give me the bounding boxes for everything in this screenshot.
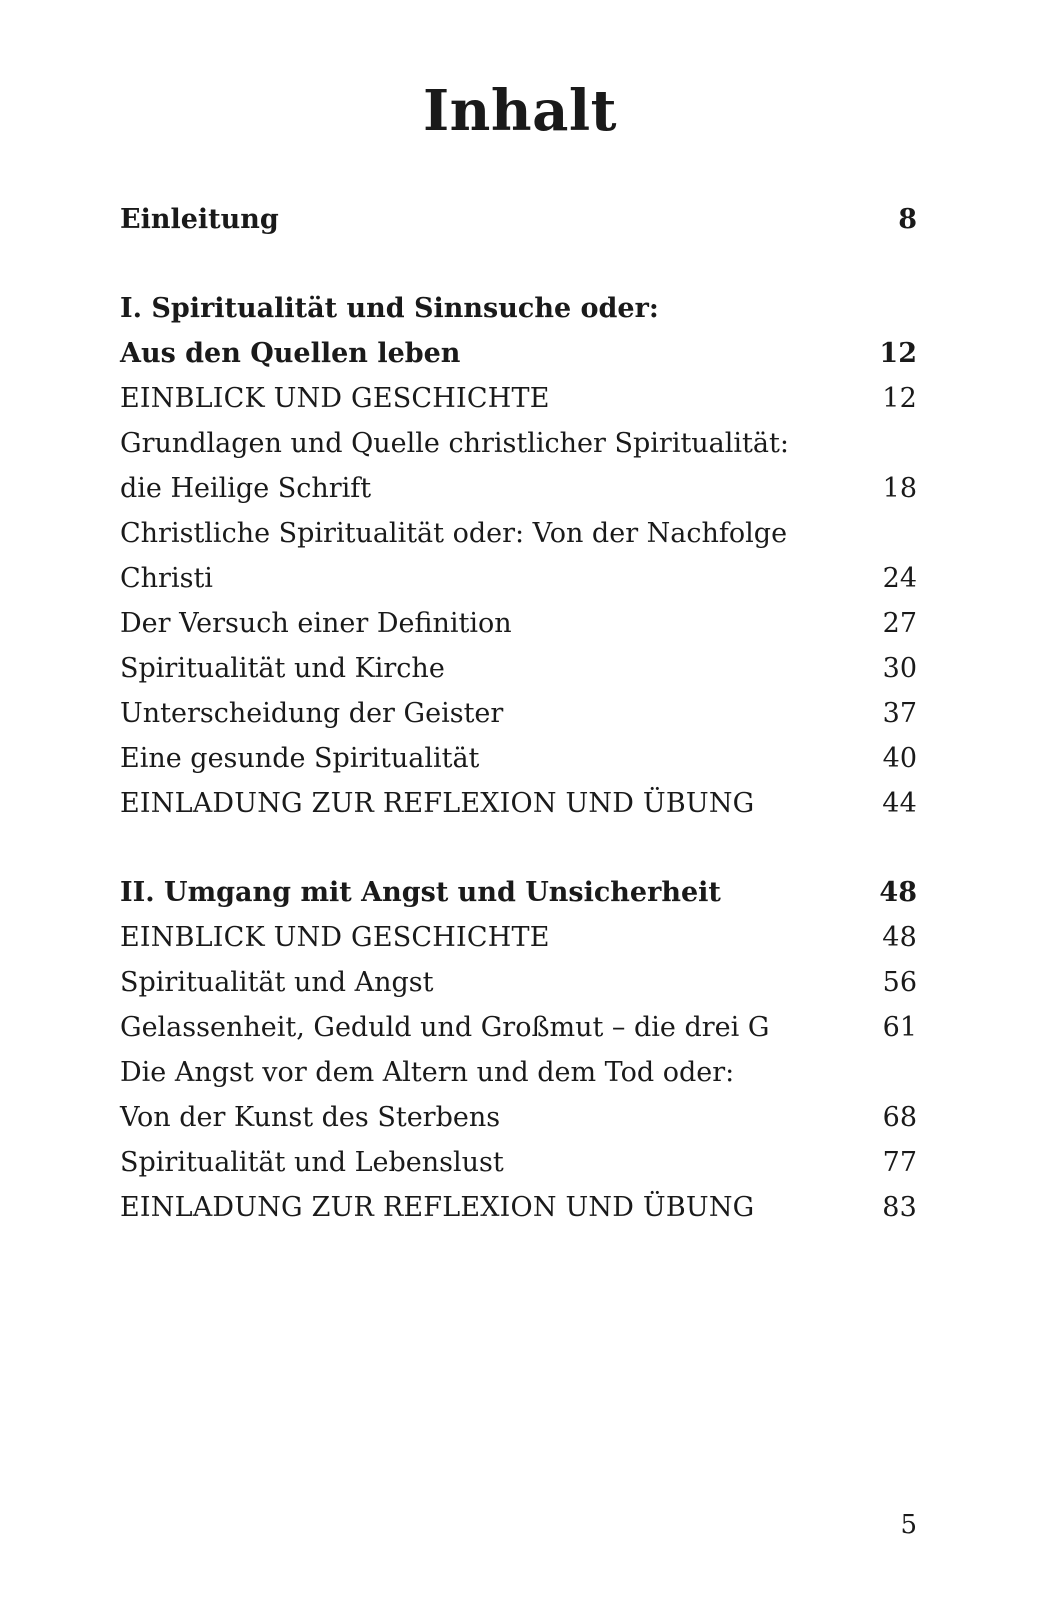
toc-entry-page: 44 <box>882 788 917 819</box>
toc-entry-page: 27 <box>882 608 917 639</box>
toc-entry-text: Von der Kunst des Sterbens <box>120 1102 501 1133</box>
toc-entry-page: 48 <box>879 877 917 908</box>
toc-entry-text: Christliche Spiritualität oder: Von der Nachfolge <box>120 518 788 549</box>
toc-entry-text: I. Spiritualität und Sinnsuche oder: <box>120 293 659 324</box>
toc-entry <box>120 915 917 960</box>
toc-entry-text: EINBLICK UND GESCHICHTE <box>120 922 550 953</box>
toc-entry-text: Der Versuch einer Definition <box>120 608 512 639</box>
toc-entry <box>120 736 917 781</box>
toc-chapter-1-heading-line-2 <box>120 331 917 376</box>
toc-entry <box>120 1140 917 1185</box>
toc-entry-text: Spiritualität und Lebenslust <box>120 1147 504 1178</box>
toc-entry-page: 68 <box>882 1102 917 1133</box>
toc-entry-page: 61 <box>882 1012 917 1043</box>
toc-entry <box>120 556 917 601</box>
toc-entry-page: 77 <box>882 1147 917 1178</box>
toc-entry-page: 40 <box>882 743 917 774</box>
toc-entry <box>120 421 917 466</box>
toc-entry-text: Grundlagen und Quelle christlicher Spiritualität: <box>120 428 789 459</box>
toc-entry-page: 48 <box>882 922 917 953</box>
toc-entry <box>120 646 917 691</box>
toc-entry-text: EINLADUNG ZUR REFLEXION UND ÜBUNG <box>120 1192 755 1223</box>
toc-entry-text: die Heilige Schrift <box>120 473 372 504</box>
toc-entry-page: 12 <box>882 383 917 414</box>
page-title: Inhalt <box>422 78 618 144</box>
toc-entry-page: 30 <box>882 653 917 684</box>
toc-entry-page: 56 <box>882 967 917 998</box>
toc-entry-page: 18 <box>882 473 917 504</box>
toc-entry-text: Aus den Quellen leben <box>120 338 461 369</box>
toc-entry <box>120 691 917 736</box>
toc-entry-text: Spiritualität und Angst <box>120 967 434 998</box>
toc-entry-text: Gelassenheit, Geduld und Großmut – die drei G <box>120 1012 770 1043</box>
toc-entry-page: 8 <box>898 204 917 235</box>
toc-entry-text: Unterscheidung der Geister <box>120 698 504 729</box>
toc-entry <box>120 1095 917 1140</box>
table-of-contents <box>120 197 917 1230</box>
toc-entry-einleitung <box>120 197 917 242</box>
toc-entry <box>120 1050 917 1095</box>
toc-entry-text: Eine gesunde Spiritualität <box>120 743 480 774</box>
toc-entry <box>120 1005 917 1050</box>
toc-entry-page: 37 <box>882 698 917 729</box>
toc-entry-text: Einleitung <box>120 204 279 235</box>
toc-entry-text: Die Angst vor dem Altern und dem Tod oder: <box>120 1057 735 1088</box>
toc-entry <box>120 466 917 511</box>
toc-entry-text: Christi <box>120 563 213 594</box>
toc-entry-text: II. Umgang mit Angst und Unsicherheit <box>120 877 721 908</box>
toc-entry <box>120 511 917 556</box>
toc-chapter-2-heading <box>120 870 917 915</box>
toc-entry-page: 12 <box>879 338 917 369</box>
toc-entry <box>120 601 917 646</box>
page-number: 5 <box>900 1510 917 1540</box>
toc-entry <box>120 781 917 826</box>
toc-entry-text: Spiritualität und Kirche <box>120 653 445 684</box>
toc-entry <box>120 960 917 1005</box>
toc-entry-page: 24 <box>882 563 917 594</box>
toc-entry-text: EINBLICK UND GESCHICHTE <box>120 383 550 414</box>
toc-entry <box>120 376 917 421</box>
toc-entry-text: EINLADUNG ZUR REFLEXION UND ÜBUNG <box>120 788 755 819</box>
toc-entry-page: 83 <box>882 1192 917 1223</box>
toc-chapter-1-heading-line-1 <box>120 286 917 331</box>
toc-entry <box>120 1185 917 1230</box>
